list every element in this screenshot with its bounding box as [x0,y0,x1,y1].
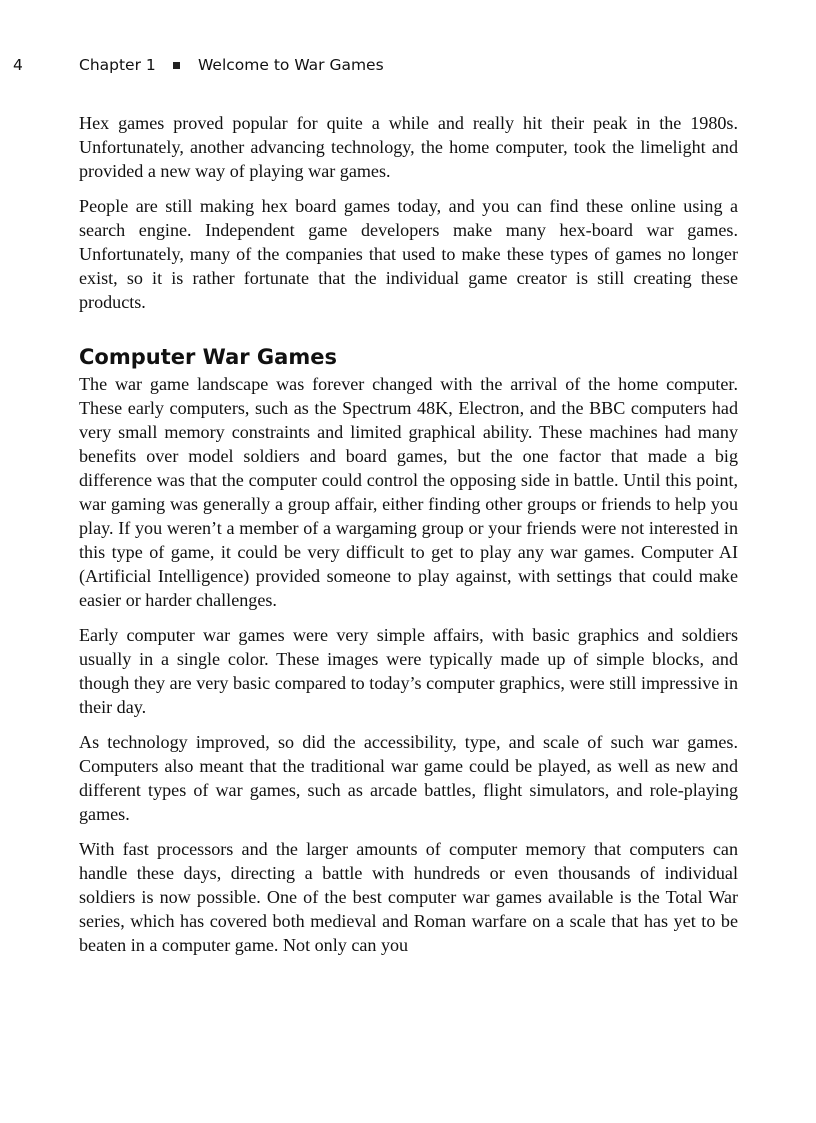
body-text [79,111,738,968]
running-head [0,56,816,78]
paragraph: As technology improved, so did the accessibility, type, and scale of such war games. Computers also meant that the traditional war game could be played, as well as new and different types of war games, such as arcade battles, flight simulators, and role-playing games. [79,732,738,824]
square-bullet-icon [173,62,180,69]
paragraph: The war game landscape was forever changed with the arrival of the home computer. These early computers, such as the Spectrum 48K, Electron, and the BBC computers had very small memory constraints and limited graphical ability. These machines had many benefits over model soldiers and board games, but the one factor that made a big difference was that the computer could control the opposing side in battle. Until this point, war gaming was generally a group affair, either finding other groups or friends to help you play. If you weren’t a member of a wargaming group or your friends were not interested in this type of game, it could be very difficult to get to play any war games. Computer AI (Artificial Intelligence) provided someone to play against, with settings that could make easier or harder challenges. [79,374,738,610]
paragraph: Hex games proved popular for quite a while and really hit their peak in the 1980s. Unfortunately, another advancing technology, the home computer, took the limelight and provided a new way of playing war games. [79,113,738,181]
page-number: 4 [13,56,23,74]
paragraph: Early computer war games were very simple affairs, with basic graphics and soldiers usually in a single color. These images were typically made up of simple blocks, and though they are very basic compared to today’s computer graphics, were still impressive in their day. [79,625,738,717]
section-heading: Computer War Games [79,345,337,369]
paragraph: People are still making hex board games today, and you can find these online using a search engine. Independent game developers make many hex-board war games. Unfortunately, many of the companies that used to make these types of games no longer exist, so it is rather fortunate that the individual game creator is still creating these products. [79,196,738,312]
paragraph: With fast processors and the larger amounts of computer memory that computers can handle these days, directing a battle with hundreds or even thousands of individual soldiers is now possible. One of the best computer war games available is the Total War series, which has covered both medieval and Roman warfare on a scale that has yet to be beaten in a computer game. Not only can you [79,839,738,955]
chapter-title: Welcome to War Games [198,56,384,74]
chapter-label: Chapter 1 [79,56,156,74]
